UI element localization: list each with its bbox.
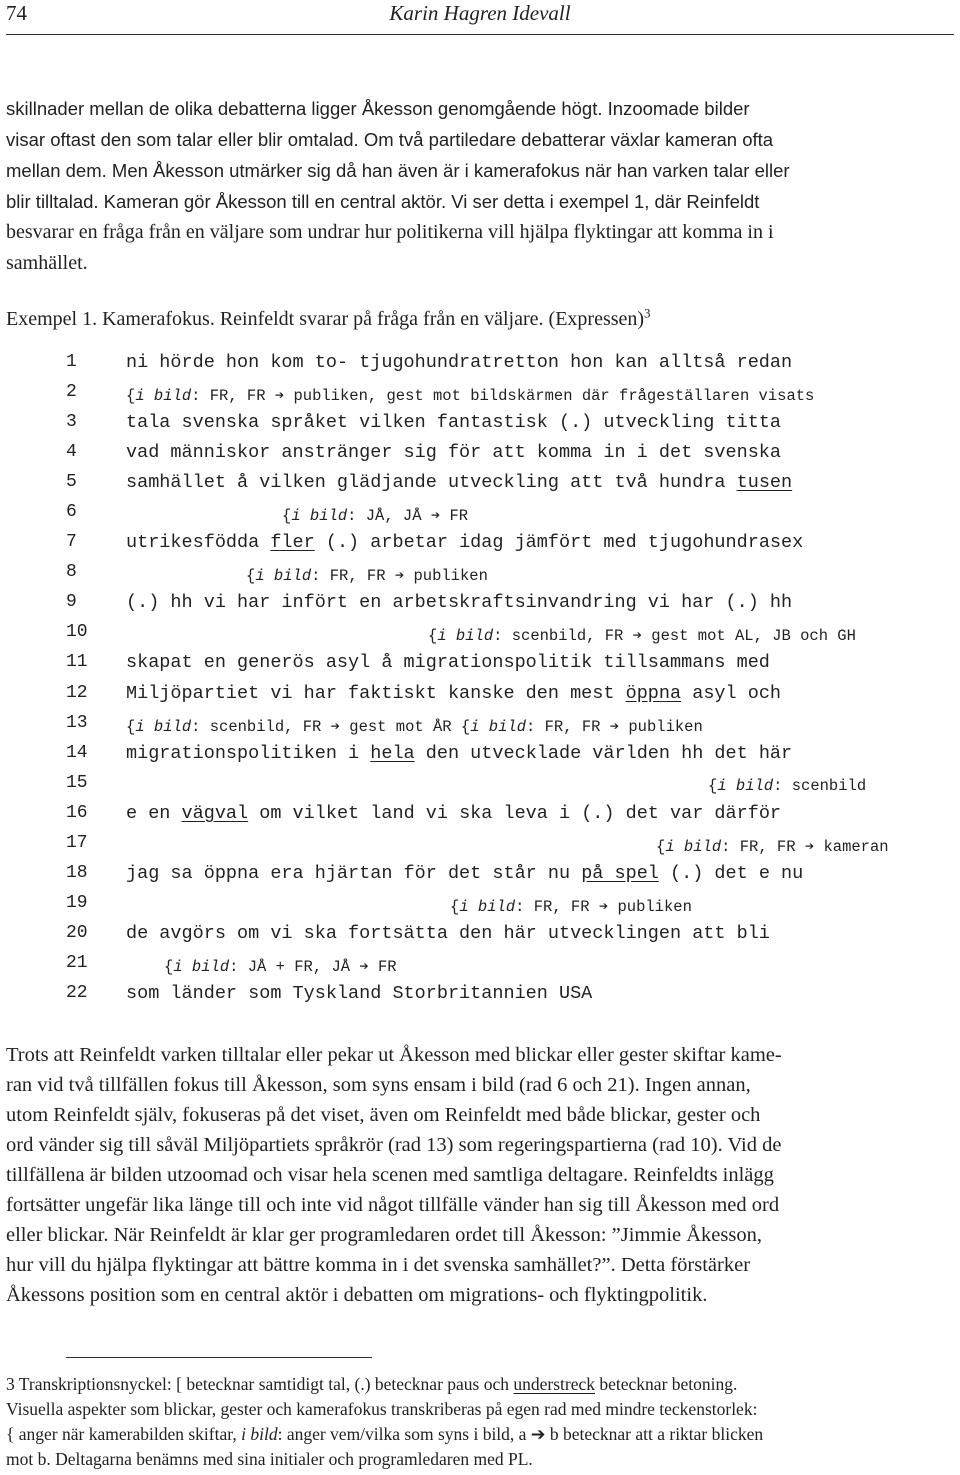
transcript-row [66,709,956,739]
in-frame-label: i bild [173,957,230,976]
transcript-row [66,949,956,979]
transcript-row [66,829,956,859]
discussion-paragraph [6,1040,952,1310]
footnote-line [6,1372,952,1397]
visual-annotation [708,777,866,795]
transcript-row [66,679,956,709]
transcript-speech: ni hörde hon kom to- tjugohundratretton hon kan alltså redan [126,352,793,373]
intro-line: samhället. [6,252,88,274]
transcript-speech [126,472,792,493]
discussion-line: fortsätter ungefär lika länge till och inte vid något tillfälle vänder han sig till Åkesson med ord [6,1194,780,1216]
example-caption [6,305,651,333]
brace: { [126,717,136,736]
visual-description: : scenbild, FR ➔ gest mot AL, JB och GH [493,627,856,646]
brace: { [450,897,460,916]
transcript-row [66,498,956,528]
footnote-line: Visuella aspekter som blickar, gester och kamerafokus transkriberas på egen rad med mindre teckenstorlek: [6,1399,758,1419]
visual-description: : FR, FR ➔ publiken [311,567,488,586]
footnote-reference: 3 [644,305,651,321]
transcript [66,348,956,1009]
discussion-line: ord vänder sig till såväl Miljöpartiets språkrör (rad 13) som regeringspartierna (rad 10). Vid de [6,1134,782,1156]
brace: { [246,567,256,586]
transcript-row [66,558,956,588]
line-number: 20 [66,922,88,943]
visual-annotation [126,386,814,405]
transcript-row [66,468,956,498]
example-caption-text: Exempel 1. Kamerafokus. Reinfeldt svarar på fråga från en väljare. (Expressen) [6,308,645,330]
transcript-speech [126,532,803,553]
transcript-row [66,378,956,408]
running-head-author: Karin Hagren Idevall [389,1,571,25]
footnote-italic-term: i bild [241,1424,278,1444]
speech-segment: jag sa öppna era hjärtan för det står nu [126,862,582,884]
stressed-word: fler [270,532,315,554]
line-number: 18 [66,862,88,883]
visual-description: : FR, FR ➔ publiken [526,717,703,736]
brace: { [126,387,136,406]
visual-annotation [450,897,692,916]
transcript-speech: (.) hh vi har infört en arbetskraftsinvandring vi har (.) hh [126,592,793,614]
discussion-line: hur vill du hjälpa flyktingar att bättre komma in i det svenska samhället?”. Detta förstärker [6,1254,751,1276]
speech-segment: (.) arbetar idag jämfört med tjugohundrasex [314,532,804,554]
page-number: 74 [6,1,27,25]
line-number: 17 [66,832,88,853]
transcript-speech: tala svenska språket vilken fantastisk (.) utveckling titta [126,412,782,434]
line-number: 7 [66,532,77,553]
stressed-word: vägval [181,802,249,824]
transcript-row [66,979,956,1009]
transcript-row [66,769,956,799]
intro-line: mellan dem. Men Åkesson utmärker sig då han även är i kamerafokus när han varken talar eller [6,160,790,181]
brace: { [164,957,174,976]
visual-description: : JÅ + FR, JÅ ➔ FR [229,957,397,976]
footnote-number: 3 [6,1374,15,1394]
speech-segment: migrationspolitiken i [126,742,371,764]
transcript-speech [126,683,781,704]
visual-annotation [246,566,488,585]
footnote-line: mot b. Deltagarna benämns med sina initialer och programledaren med PL. [6,1449,533,1469]
transcript-speech [126,803,781,824]
line-number: 12 [66,682,88,703]
brace: { [708,776,718,795]
speech-segment: e en [126,802,182,824]
line-number: 5 [66,472,77,493]
speech-segment: om vilket land vi ska leva i (.) det var därför [248,802,782,824]
line-number: 6 [66,502,77,523]
brace: { [656,837,666,856]
in-frame-label: i bild [459,897,516,916]
line-number: 14 [66,742,88,763]
transcript-row [66,528,956,558]
footnote-text: { anger när kamerabilden skiftar, [6,1424,242,1444]
line-number: 1 [66,352,77,372]
transcript-speech [126,743,792,764]
visual-annotation [282,506,468,525]
visual-annotation [164,957,397,976]
transcript-row [66,889,956,919]
transcript-row [66,408,956,438]
speech-segment: Miljöpartiet vi har faktiskt kanske den mest [126,682,626,704]
stressed-word: tusen [736,472,793,494]
line-number: 19 [66,892,88,913]
line-number: 15 [66,772,88,793]
discussion-line: Trots att Reinfeldt varken tilltalar eller pekar ut Åkesson med blickar eller gester skiftar kame- [6,1044,782,1066]
footnote-text: Transkriptionsnyckel: [ betecknar samtidigt tal, (.) betecknar paus och [14,1374,514,1394]
visual-description: : scenbild [773,776,867,795]
transcript-row [66,859,956,889]
intro-line: visar oftast den som talar eller blir omtalad. Om två partiledare debatterar växlar kameran ofta [6,129,774,150]
in-frame-label: i bild [135,717,192,736]
transcript-row [66,438,956,468]
running-header [6,0,954,40]
line-number: 16 [66,802,88,823]
discussion-line: eller blickar. När Reinfeldt är klar ger programledaren ordet till Åkesson: ”Jimmie Åkesson, [6,1224,762,1246]
transcript-row [66,348,956,378]
transcript-speech: skapat en generös asyl å migrationspolitik tillsammans med [126,652,770,674]
in-frame-label: i bild [437,627,494,646]
visual-description: : scenbild, FR ➔ gest mot ÅR { [191,717,471,736]
line-number: 11 [66,652,88,673]
visual-description: : FR, FR ➔ kameran [721,837,889,856]
brace: { [428,627,438,646]
footnote-text: : anger vem/vilka som syns i bild, a ➔ b betecknar att a riktar blicken [277,1424,764,1444]
visual-annotation [428,626,856,645]
discussion-line: Åkessons position som en central aktör i debatten om migrations- och flyktingpolitik. [6,1284,708,1306]
intro-line [6,186,952,217]
intro-line-segment: blir tilltalad. Kameran gör Åkesson till en central aktör. [6,191,447,212]
stressed-word: på spel [581,862,659,884]
visual-description: : FR, FR ➔ publiken [515,897,692,916]
speech-segment: samhället å vilken glädjande utveckling att två hundra [126,472,737,494]
discussion-line: tillfällena är bilden utzoomad och visar hela scenen med samtliga deltagare. Reinfeldts inlägg [6,1164,774,1186]
speech-segment: asyl och [681,682,782,704]
transcript-speech: som länder som Tyskland Storbritannien USA [126,982,593,1004]
in-frame-label: i bild [717,776,774,795]
speech-segment: utrikesfödda [126,532,271,554]
speech-segment: den utvecklade världen hh det här [414,742,793,764]
visual-description: : JÅ, JÅ ➔ FR [347,507,469,526]
line-number: 9 [66,592,77,613]
line-number: 3 [66,412,77,433]
speech-segment: (.) det e nu [658,862,804,884]
intro-paragraph [6,93,952,279]
transcript-speech: vad människor anstränger sig för att komma in i det svenska [126,442,782,464]
line-number: 22 [66,982,88,1003]
stressed-word: öppna [625,682,682,704]
transcript-row [66,739,956,769]
discussion-line: ran vid två tillfällen fokus till Åkesson, som syns ensam i bild (rad 6 och 21). Ingen annan, [6,1074,751,1096]
footnote [6,1372,952,1472]
footnote-text: betecknar betoning. [595,1374,738,1394]
line-number: 4 [66,442,77,463]
transcript-row [66,588,956,618]
visual-annotation [126,717,703,736]
in-frame-label: i bild [470,717,527,736]
line-number: 13 [66,712,88,733]
line-number: 8 [66,562,77,583]
transcript-row [66,618,956,648]
transcript-row [66,648,956,678]
brace: { [282,507,292,526]
transcript-row [66,799,956,829]
in-frame-label: i bild [255,567,312,586]
stressed-word: hela [370,742,415,764]
footnote-divider [66,1357,372,1358]
intro-line: besvarar en fråga från en väljare som undrar hur politikerna vill hjälpa flyktingar att komma in i [6,221,774,243]
discussion-line: utom Reinfeldt själv, fokuseras på det viset, även om Reinfeldt med både blickar, gester och [6,1104,761,1126]
in-frame-label: i bild [291,507,348,526]
transcript-speech: de avgörs om vi ska fortsätta den här utvecklingen att bli [126,922,770,944]
footnote-line [6,1422,952,1447]
line-number: 21 [66,952,88,973]
intro-line: skillnader mellan de olika debatterna ligger Åkesson genomgående högt. Inzoomade bilder [6,98,750,119]
in-frame-label: i bild [665,837,722,856]
line-number: 10 [66,622,88,643]
transcript-speech [126,863,803,884]
line-number: 2 [66,382,77,403]
header-divider [6,34,954,35]
visual-description: : FR, FR ➔ publiken, gest mot bildskärmen där frågeställaren visats [191,387,815,406]
intro-line-segment: Vi ser detta i exempel 1, där Reinfeldt [446,191,760,212]
visual-annotation [656,837,889,856]
in-frame-label: i bild [135,387,192,406]
footnote-underlined-word: understreck [513,1374,596,1394]
transcript-row [66,919,956,949]
